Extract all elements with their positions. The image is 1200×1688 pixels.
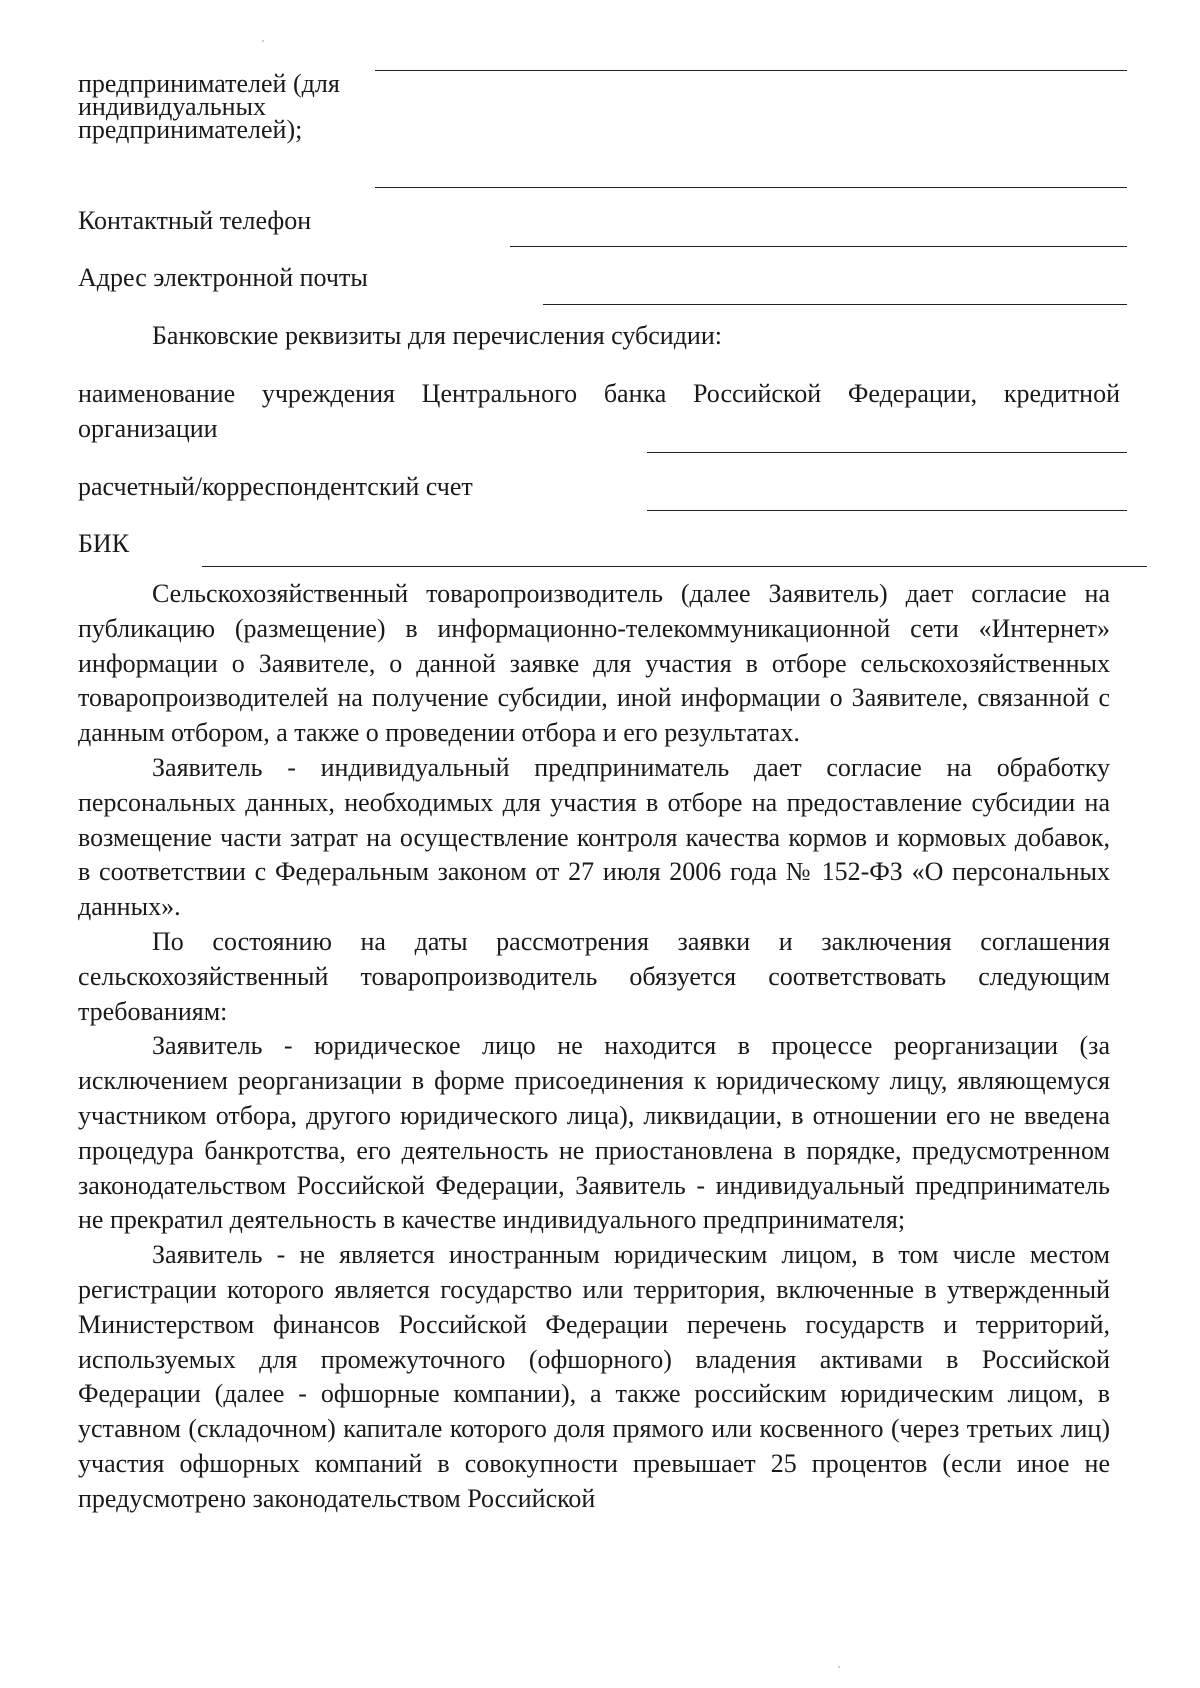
- applicant-label-line: предпринимателей (для: [78, 69, 340, 98]
- paragraph-publication-consent: Сельскохозяйственный товаропроизводитель (далее Заявитель) дает согласие на публикацию (размещение) в информационно-телекоммуникационной сети «Интернет» информации о Заявителе, о данной заявке для участия в отборе сельскохозяйственных товаропроизводителей на получение субсидии, иной информации о Заявителе, связанной с данным отбором, а также о проведении отбора и его результатах.: [78, 579, 1110, 748]
- fill-line-top: [375, 70, 1127, 71]
- bank-institution-field[interactable]: [647, 452, 1127, 453]
- paragraph-requirements-intro: По состоянию на даты рассмотрения заявки и заключения соглашения сельскохозяйственный товаропроизводитель обязуется соответствовать следующим требованиям:: [78, 926, 1110, 1026]
- scan-artifact: [838, 1666, 840, 1668]
- email-field[interactable]: [543, 304, 1127, 305]
- bik-label: БИК: [78, 529, 130, 558]
- consent-and-requirements-text: [78, 577, 1110, 1517]
- bank-details-heading: Банковские реквизиты для перечисления субсидии:: [152, 321, 722, 350]
- bik-field[interactable]: [202, 566, 1147, 567]
- applicant-label-line: индивидуальных: [78, 92, 267, 121]
- paragraph-personal-data-consent: Заявитель - индивидуальный предприниматель дает согласие на обработку персональных данных, необходимых для участия в отборе на предоставление субсидии на возмещение части затрат на осуществление контроля качества кормов и кормовых добавок, в соответствии с Федеральным законом от 27 июля 2006 года № 152-ФЗ «О персональных данных».: [78, 752, 1110, 922]
- applicant-label: [78, 69, 378, 144]
- paragraph-reorganization-requirement: Заявитель - юридическое лицо не находится в процессе реорганизации (за исключением реорганизации в форме присоединения к юридическому лицу, являющемуся участником отбора, другого юридического лица), ликвидации, в отношении его не введена процедура банкротства, его деятельность не приостановлена в порядке, предусмотренном законодательством Российской Федерации, Заявитель - индивидуальный предприниматель не прекратил деятельность в качестве индивидуального предпринимателя;: [78, 1031, 1110, 1235]
- bank-institution-label-cont: организации: [78, 414, 218, 443]
- contact-phone-field[interactable]: [510, 246, 1127, 247]
- scan-artifact: [262, 40, 264, 42]
- email-label: Адрес электронной почты: [78, 263, 368, 292]
- applicant-label-line: предпринимателей);: [78, 115, 303, 144]
- bank-institution-label: наименование учреждения Центрального банка Российской Федерации, кредитной: [78, 379, 1120, 408]
- account-field[interactable]: [647, 510, 1127, 511]
- account-label: расчетный/корреспондентский счет: [78, 472, 473, 501]
- contact-phone-label: Контактный телефон: [78, 206, 312, 235]
- paragraph-offshore-requirement: Заявитель - не является иностранным юридическим лицом, в том числе местом регистрации которого является государство или территория, включенные в утвержденный Министерством финансов Российской Федерации перечень государств и территорий, используемых для промежуточного (офшорного) владения активами в Российской Федерации (далее - офшорные компании), а также российским юридическим лицом, в уставном (складочном) капитале которого доля прямого или косвенного (через третьих лиц) участия офшорных компаний в совокупности превышает 25 процентов (если иное не предусмотрено законодательством Российской: [78, 1240, 1110, 1513]
- fill-line-applicant: [375, 187, 1127, 188]
